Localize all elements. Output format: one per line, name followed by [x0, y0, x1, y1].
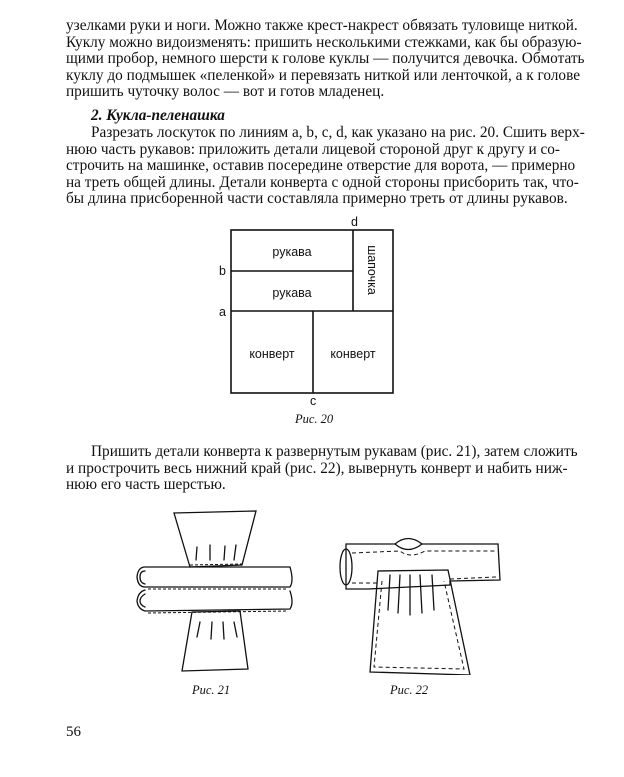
label-c: c: [310, 394, 317, 408]
text-line: узелками руки и ноги. Можно также крест-накрест обвязать туловище ниткой.: [66, 17, 578, 34]
text-line: куклу до подмышек «пеленкой» и перевязать ниткой или ленточкой, а к голове: [66, 66, 581, 84]
sleeve-lower: [137, 590, 292, 611]
text-line: щими пробор, немного шерсти к голове куклы — получится девочка. Обмотать: [66, 50, 585, 68]
envelope-top-piece: [174, 511, 256, 567]
text-line: пришить чуточку волос — вот и готов младенец.: [66, 83, 385, 101]
section-heading: 2. Кукла-пеленашка: [91, 107, 225, 124]
label-sleeve-bottom: рукава: [272, 286, 312, 300]
figure-21-caption: Рис. 21: [192, 683, 231, 697]
text-line: Разрезать лоскуток по линиям a, b, c, d, как указано на рис. 20. Сшить верх-: [91, 124, 585, 141]
figure-20-caption: Рис. 20: [295, 412, 334, 426]
label-envelope-left: конверт: [249, 347, 295, 361]
text-line: Куклу можно видоизменять: пришить несколькими стежками, как бы образую-: [66, 33, 582, 51]
neck-opening: [395, 544, 422, 550]
label-d: d: [351, 215, 358, 229]
text-line: на треть общей длины. Детали конверта с одной стороны присборить так, что-: [66, 173, 579, 191]
text-line: строчить на машинке, оставив посередине отверстие для ворота, — примерно: [66, 157, 576, 175]
figure-20-cutting-diagram: [210, 210, 410, 410]
label-sleeve-top: рукава: [272, 245, 312, 259]
text-line: нюю часть рукавов: приложить детали лицевой стороной друг к другу и со-: [66, 140, 560, 158]
label-b: b: [219, 264, 226, 278]
assembly-paragraph: [66, 443, 578, 494]
sleeve-upper: [137, 567, 292, 587]
label-hat: шапочка: [365, 245, 379, 295]
section-paragraph: [66, 124, 585, 208]
text-line: нюю его часть шерстью.: [66, 476, 226, 494]
figure-21-sewing-illustration: [130, 505, 300, 675]
gather-lines: [196, 545, 236, 560]
intro-paragraph: [66, 17, 585, 101]
sleeves-body: [346, 539, 500, 590]
text-line: бы длина присборенной части составляла примерно треть от длины рукавов.: [66, 190, 568, 208]
label-a: a: [219, 305, 226, 319]
stitch-line: [352, 551, 496, 555]
text-line: Пришить детали конверта к развернутым рукавам (рис. 21), затем сложить: [91, 443, 578, 460]
text-line: и прострочить весь нижний край (рис. 22), вывернуть конверт и набить ниж-: [66, 459, 568, 477]
label-envelope-right: конверт: [330, 347, 376, 361]
envelope-bottom-piece: [182, 611, 248, 671]
figure-22-sewn-envelope: [330, 515, 510, 675]
page-number: 56: [66, 724, 81, 740]
figure-22-caption: Рис. 22: [390, 683, 429, 697]
